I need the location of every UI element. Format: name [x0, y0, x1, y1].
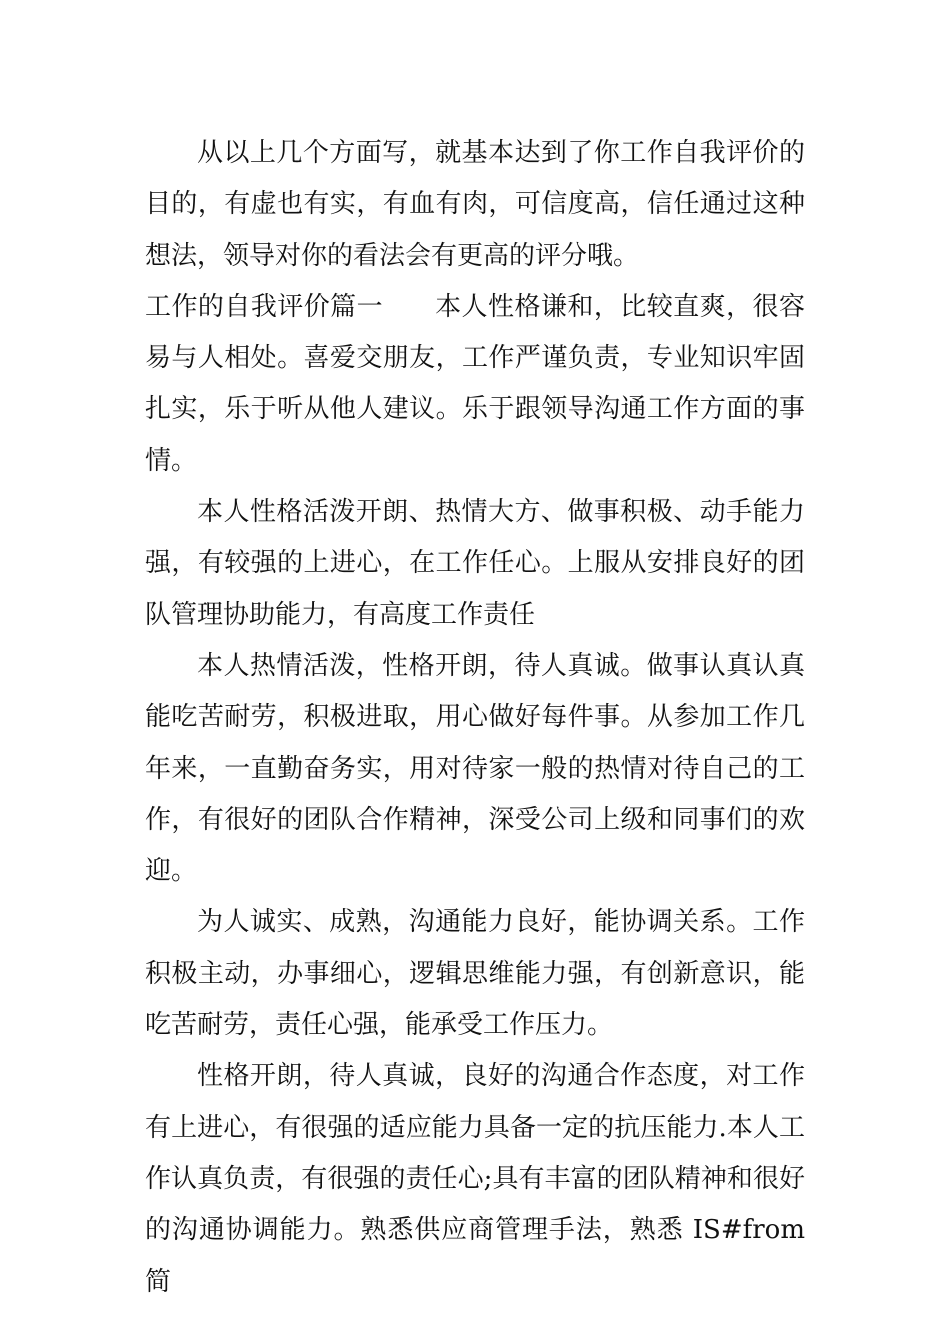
- paragraph-3: 本人性格活泼开朗、热情大方、做事积极、动手能力强，有较强的上进心，在工作任心。上服从安排良好的团队管理协助能力，有高度工作责任: [145, 497, 805, 630]
- document-body: [145, 128, 805, 1308]
- paragraph-4: 本人热情活泼，性格开朗，待人真诚。做事认真认真能吃苦耐劳，积极进取，用心做好每件事。从参加工作几年来，一直勤奋务实，用对待家一般的热情对待自己的工作，有很好的团队合作精神，深受公司上级和同事们的欢迎。: [145, 650, 805, 887]
- paragraph-6: 性格开朗，待人真诚，良好的沟通合作态度，对工作有上进心，有很强的适应能力具备一定的抗压能力.本人工作认真负责，有很强的责任心;具有丰富的团队精神和很好的沟通协调能力。熟悉供应商管理手法，熟悉 IS#from 简: [145, 1061, 805, 1297]
- paragraph-section-one: [145, 282, 805, 487]
- section-heading: 工作的自我评价篇一: [145, 291, 384, 322]
- section-one-text: 本人性格谦和，比较直爽，很容易与人相处。喜爱交朋友，工作严谨负责，专业知识牢固扎实，乐于听从他人建议。乐于跟领导沟通工作方面的事情。: [145, 291, 805, 476]
- paragraph-intro: 从以上几个方面写，就基本达到了你工作自我评价的目的，有虚也有实，有血有肉，可信度高，信任通过这种想法，领导对你的看法会有更高的评分哦。: [145, 138, 805, 271]
- paragraph-5: 为人诚实、成熟，沟通能力良好，能协调关系。工作积极主动，办事细心，逻辑思维能力强，有创新意识，能吃苦耐劳，责任心强，能承受工作压力。: [145, 907, 805, 1041]
